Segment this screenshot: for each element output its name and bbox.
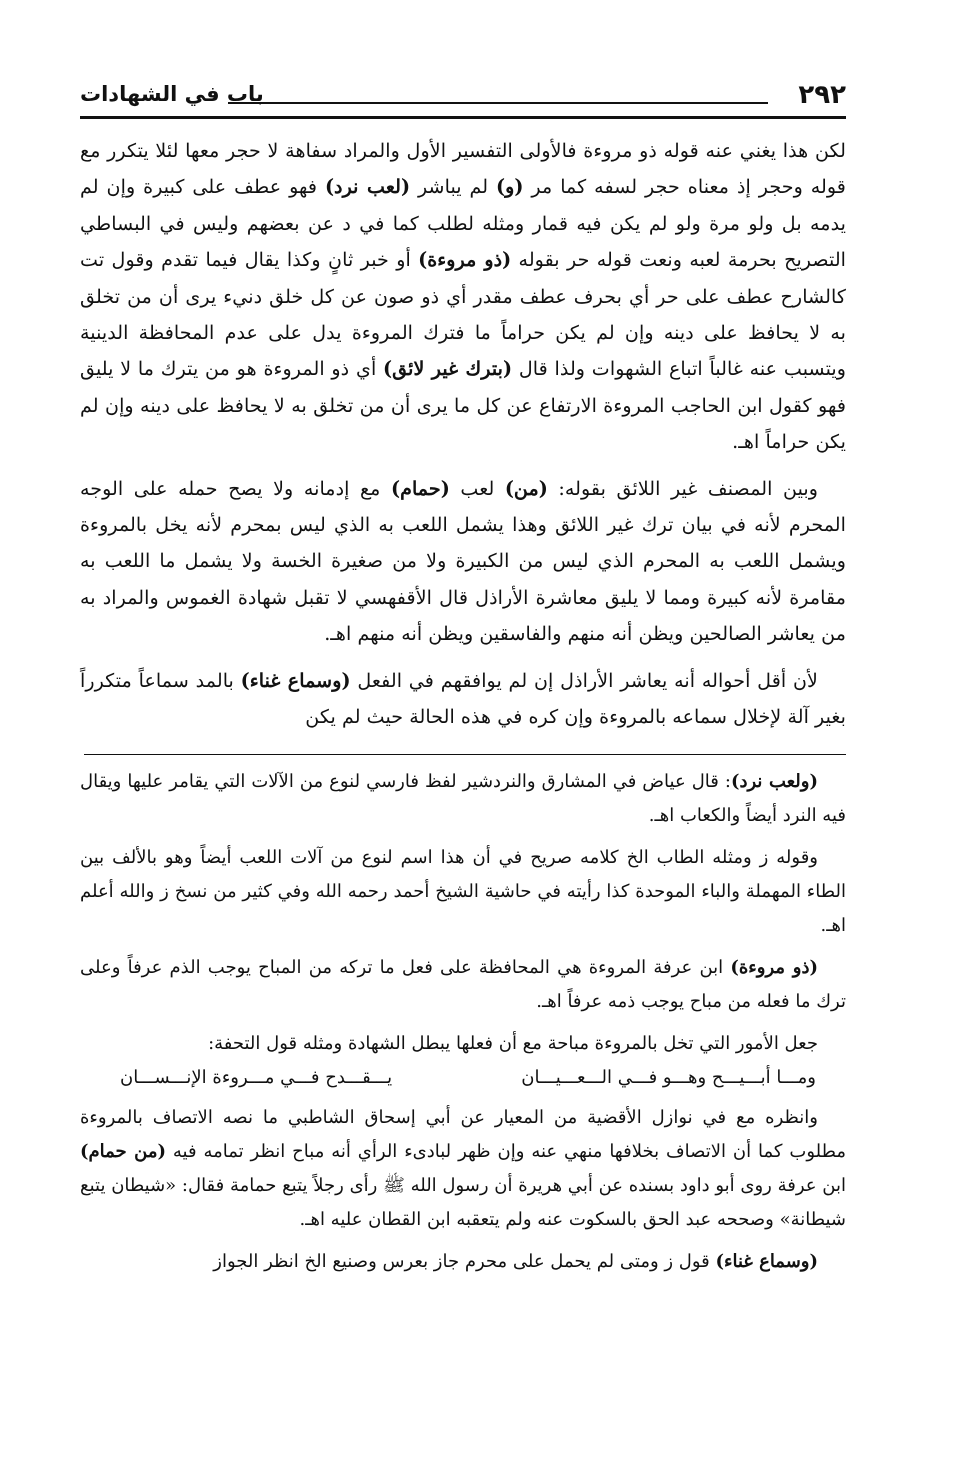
keyword: (لعب نرد) [324, 175, 411, 199]
keyword: (ذو مروءة) [730, 956, 818, 978]
keyword: (ولعب نرد) [730, 770, 818, 792]
footnote: وقوله ز ومثله الطاب الخ كلامه صريح في أن هذا اسم لنوع من آلات اللعب أيضاً وهو بالألف بين الطاء المهملة والباء الموحدة كذا رأيته في حاشية الشيخ أحمد رحمه الله وفي كثير من نسخ ز والله أعلم اهـ. [80, 846, 846, 936]
keyword: (و) [496, 175, 524, 199]
page-header [80, 78, 846, 116]
footnote: (ذو مروءة) ابن عرفة المروءة هي المحافظة على فعل ما تركه من المباح يوجب الذم عرفاً وعلى ترك ما فعله من مباح يوجب ذمه عرفاً اهـ. [80, 956, 846, 1012]
footnote: (وسماع غناء) قول ز ومتى لم يحمل على محرم جاز بعرس وصنيع الخ انظر الجواز [213, 1250, 818, 1272]
footnotes [80, 765, 846, 1279]
main-paragraph: وبين المصنف غير اللائق بقوله: (من) لعب (حمام) مع إدمانه ولا يصح حمله على الوجه المحرم لأنه في بيان ترك غير اللائق وهذا يشمل اللعب به الذي ليس بمحرم لأنه يخل بالمروءة ويشمل اللعب به المحرم الذي ليس من الكبيرة ولا من صغيرة الخسة ولا يشمل ما اللعب به مقامرة لأنه كبيرة ومما لا يليق معاشرة الأراذل قال الأقفهسي لا تقبل شهادة الغموس والمراد به من يعاشر الصالحين ويظن أنه منهم والفاسقين ويظن أنه منهم اهـ. [80, 476, 846, 646]
main-paragraph: لأن أقل أحواله أنه يعاشر الأراذل إن لم يوافقهم في الفعل (وسماع غناء) بالمد سماعاً متكرراً بغير آلة لإخلال سماعه بالمروءة وإن كره في هذه الحالة حيث لم يكن [80, 668, 846, 729]
keyword: (ذو مروءة) [418, 248, 512, 272]
footnote: وانظره مع في نوازل الأقضية من المعيار عن أبي إسحاق الشاطبي ما نصه الاتصاف بالمروءة مطلوب كما أن الاتصاف بخلافها منهي عنه وإن ظهر لبادىء الرأي أنه مباح انظر تمامه فيه (من حمام) ابن عرفة روى أبو داود بسنده عن أبي هريرة أن رسول الله ﷺ رأى رجلاً يتبع حمامة فقال: «شيطان يتبع شيطانة» وصححه عبد الحق بالسكوت عنه ولم يتعقبه ابن القطان عليه اهـ. [80, 1106, 846, 1230]
poem-verse [80, 1061, 846, 1095]
footnote: جعل الأمور التي تخل بالمروءة مباحة مع أن فعلها يبطل الشهادة ومثله قول التحفة: [208, 1032, 818, 1054]
header-divider [228, 102, 768, 104]
main-text [80, 133, 846, 736]
chapter-title: باب في الشهادات [80, 82, 264, 106]
keyword: (من حمام) [80, 1140, 166, 1162]
keyword: (حمام) [390, 476, 450, 500]
verse-second-hemistich: يـــقـــدح فـــي مـــروءة الإنـــســـان [120, 1066, 393, 1088]
keyword: (وسماع غناء) [715, 1250, 818, 1272]
keyword: (من) [504, 476, 548, 500]
book-page [80, 78, 846, 1287]
keyword: (وسماع غناء) [240, 668, 351, 692]
keyword: (بترك غير لائق) [383, 357, 513, 381]
verse-first-hemistich: ومـــا أبـــيـــح وهـــو فـــي الـــعـــيـــان [521, 1066, 816, 1088]
main-paragraph: لكن هذا يغني عنه قوله ذو مروءة فالأولى التفسير الأول والمراد سفاهة لا حجر معها لئلا يتكرر مع قوله وحجر إذ معناه حجر لسفه كما مر (و) لم يباشر (لعب نرد) فهو عطف على كبيرة وإن لم يدمه بل ولو مرة ولو لم يكن فيه قمار ومثله لطلب كما في د عن بعضهم وليس في البساطي التصريح بحرمة لعبه ونعت قوله حر بقوله (ذو مروءة) أو خبر ثانٍ وكذا يقال فيما تقدم وقول تت كالشارح عطف على حر أي بحرف عطف مقدر أي ذو صون عن كل خلق دنيء يرى أن من تخلق به لا يحافظ على دينه وإن لم يكن حراماً ما فترك المروءة يدل على عدم المحافظة الدينية ويتسبب عنه غالباً اتباع الشهوات ولذا قال (بترك غير لائق) أي ذو المروءة هو من يترك ما لا يليق فهو كقول ابن الحاجب المروءة الارتفاع عن كل ما يرى أن من تخلق به لا يحافظ على دينه وإن لم يكن حراماً اهـ. [80, 139, 847, 454]
header-underline [80, 116, 846, 119]
footnote: (ولعب نرد): قال عياض في المشارق والنردشير لفظ فارسي لنوع من الآلات التي يقامر عليها ويقال فيه النرد أيضاً والكعاب اهـ. [80, 770, 846, 826]
page-number: ٢٩٢ [798, 80, 846, 110]
footnote-divider [84, 754, 846, 755]
